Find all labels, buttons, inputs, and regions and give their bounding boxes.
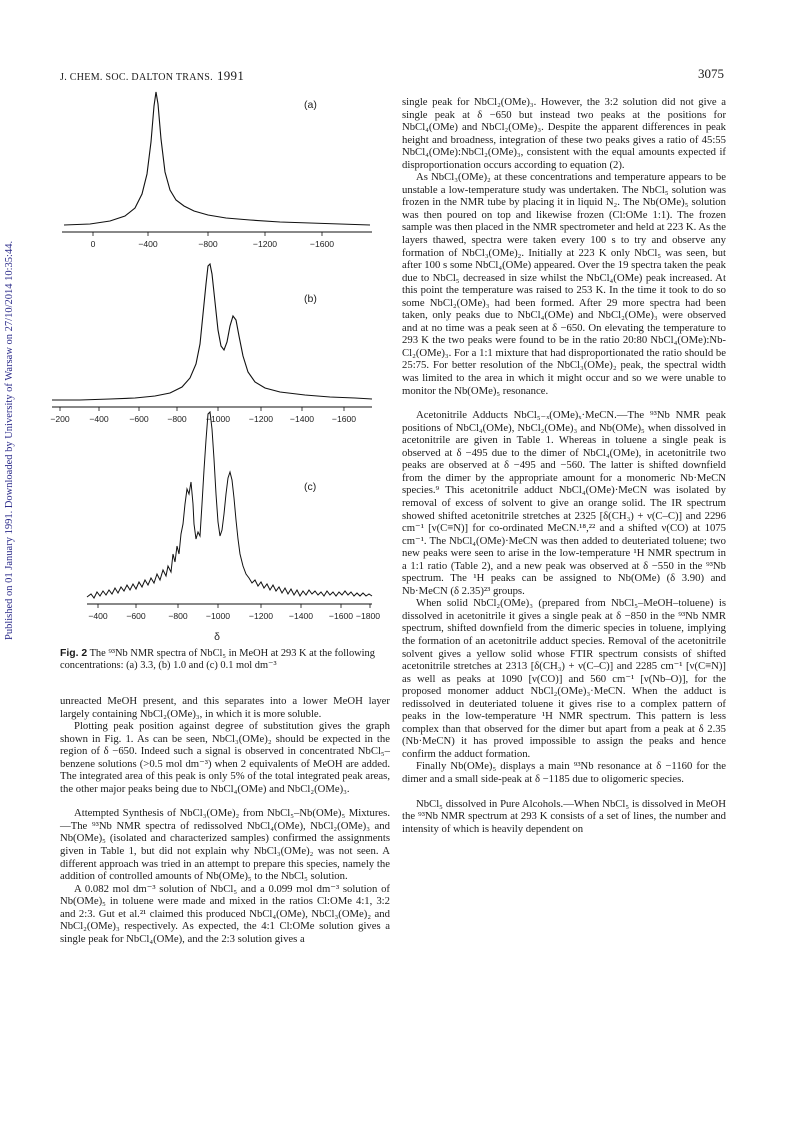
spectrum-trace-b — [52, 264, 372, 400]
tick-label-c-4: −1200 — [248, 611, 274, 621]
axis-ticks-b — [60, 407, 344, 411]
tick-label-a-4: −1600 — [309, 239, 335, 249]
panel-label-c: (c) — [304, 481, 317, 493]
journal-name: J. CHEM. SOC. DALTON TRANS. — [60, 72, 213, 83]
tick-label-c-3: −1000 — [205, 611, 231, 621]
tick-label-b-7: −1600 — [331, 414, 357, 424]
axis-ticks-c — [98, 604, 370, 608]
tick-label-a-3: −1200 — [252, 239, 278, 249]
paragraph: unreacted MeOH present, and this separates into a lower MeOH layer largely containing NbCl₂(OMe)₃, in which it is more soluble. — [60, 695, 390, 720]
journal-header — [60, 68, 244, 84]
panel-label-b: (b) — [304, 293, 317, 305]
tick-label-c-7: −1800 — [355, 611, 381, 621]
spectrum-trace-a — [64, 92, 370, 225]
tick-label-c-0: −400 — [88, 611, 108, 621]
paragraph: A 0.082 mol dm⁻³ solution of NbCl₅ and a 0.099 mol dm⁻³ solution of Nb(OMe)₅ in toluene were made and mixed in the ratios Cl:OMe 4:1, 3:2 and 2:3. Gut et al.²¹ claimed this produced NbCl₄(OMe), NbCl₃(OMe)₂ and NbCl₂(OMe)₃ respectively. As expected, the 4:1 Cl:OMe solution gives a single peak for NbCl₄(OMe), and the 2:3 solution gives a — [60, 882, 390, 945]
tick-label-c-1: −600 — [126, 611, 146, 621]
tick-label-c-6: −1600 — [328, 611, 354, 621]
spectrum-panel-b — [50, 264, 372, 424]
spectrum-panel-a — [62, 92, 372, 249]
tick-label-b-5: −1200 — [248, 414, 274, 424]
paragraph: single peak for NbCl₂(OMe)₃. However, the 3:2 solution did not give a single peak at δ −650 but instead two peaks at the positions for NbCl₄(OMe) and NbCl₂(OMe)₃. Despite the apparent differences in peak height and broadness, integration of these two peaks gives a ratio of 45:55 NbCl₄(OMe):NbCl₂(OMe)₃, consistent with the equal amounts expected if disproportionation occurs according to equation (2). — [402, 96, 726, 171]
publication-sidebar-note[interactable]: Published on 01 January 1991. Downloaded by University of Warsaw on 27/10/2014 10:35:44. — [4, 240, 15, 640]
tick-label-b-6: −1400 — [289, 414, 315, 424]
tick-label-a-2: −800 — [198, 239, 218, 249]
paragraph: When solid NbCl₂(OMe)₃ (prepared from NbCl₅–MeOH–toluene) is dissolved in acetonitrile it gives a single peak at δ −850 in the ⁹³Nb NMR spectrum, shifted downfield from the dimeric species in toluene, implying the formation of an acetonitrile adduct species. Removal of the acetonitrile solvent gives a yellow solid whose FTIR spectrum consists of shifted acetonitrile stretches at 2313 [δ(CH₃) + ν(C–C)] and 2285 cm⁻¹ [ν(C≡N)] as well as peaks at 1090 [ν(CO)] and 560 cm⁻¹ [ν(Nb–O)], for the proposed monomer adduct NbCl₂(OMe)₃·MeCN. When the adduct is redissolved in deuteriated toluene it gives rise to a complex pattern of peaks in the low-temperature ¹H NMR spectrum. This pattern is less complex than that observed for the dimer but apart from a peak at δ 2.35 (Nb·MeCN) it has proved impossible to assign the peaks and hence confirm the adduct formation. — [402, 597, 726, 760]
paragraph: Acetonitrile Adducts NbCl₅₋ₓ(OMe)ₓ·MeCN.—The ⁹³Nb NMR peak positions of NbCl₄(OMe), NbCl₂(OMe)₃ and Nb(OMe)₅ when dissolved in acetonitrile are given in Table 1. Whereas in toluene a single peak is observed at δ −495 due to the dimer of NbCl₄(OMe), in acetonitrile two peaks are observed at δ −495 and −560. The latter is shifted downfield from the dimer by the appropriate amount for a monomeric Nb·MeCN species.⁹ This acetonitrile adduct NbCl₄(OMe)·MeCN was isolated by removal of excess of solvent to give an orange solid. The IR spectrum showed shifted acetonitrile stretches at 2325 [δ(CH₃) + ν(C–C)] and 2296 cm⁻¹ [ν(C≡N)] for co-ordinated MeCN.¹⁸,²² and a shifted ν(CO) at 1075 cm⁻¹. The NbCl₄(OMe)·MeCN was then added to deuteriated toluene; two new peaks were seen to arise in the low-temperature ¹H NMR spectrum in a 1:1 ratio (Table 2), and a new peak was observed at δ −550 in the ⁹³Nb spectrum. The ¹H peaks can be assigned to Nb(OMe) (δ 3.90) and Nb·MeCN (δ 2.35)²³ groups. — [402, 409, 726, 597]
spectrum-panel-c — [87, 412, 380, 643]
figure-caption-text: The ⁹³Nb NMR spectra of NbCl₅ in MeOH at 293 K at the following concentrations: (a) 3.3, (b) 1.0 and (c) 0.1 mol dm⁻³ — [60, 648, 375, 672]
page-number: 3075 — [698, 66, 724, 81]
paragraph: NbCl₅ dissolved in Pure Alcohols.—When NbCl₅ is dissolved in MeOH the ⁹³Nb NMR spectrum at 293 K consists of a set of lines, the number and intensity of which is heavily dependent on — [402, 797, 726, 835]
axis-ticks-a — [93, 232, 322, 236]
tick-label-b-4: −1000 — [205, 414, 231, 424]
figure-caption — [60, 648, 390, 672]
tick-label-c-5: −1400 — [288, 611, 314, 621]
right-text-column — [402, 96, 726, 835]
tick-label-a-0: 0 — [90, 239, 96, 249]
journal-year: 1991 — [216, 68, 245, 83]
left-text-column — [60, 695, 390, 945]
tick-label-c-2: −800 — [168, 611, 188, 621]
paragraph: Attempted Synthesis of NbCl₃(OMe)₂ from NbCl₅–Nb(OMe)₅ Mixtures.—The ⁹³Nb NMR spectra of redissolved NbCl₄(OMe), NbCl₂(OMe)₃ and Nb(OMe)₅ (isolated and characterized samples) confirmed the assignments given in Table 1, but did not explain why NbCl₃(OMe)₂ was not seen. A different approach was tried in an attempt to prepare this species, namely the addition of controlled amounts of Nb(OMe)₅ to the NbCl₅ solution. — [60, 807, 390, 883]
paragraph: Plotting peak position against degree of substitution gives the graph shown in Fig. 1. As can be seen, NbCl₃(OMe)₂ should be expected in the region of δ −650. Indeed such a signal is observed in concentrated NbCl₅–benzene solutions (>0.5 mol dm⁻³) when 2 equivalents of MeOH are added. The integrated area of this peak is only 5% of the total integrated peak areas, the other major peaks being due to NbCl₄(OMe) and NbCl₂(OMe)₃. — [60, 720, 390, 795]
figure-nmr-spectra — [50, 84, 390, 644]
tick-label-a-1: −400 — [138, 239, 158, 249]
figure-caption-label: Fig. 2 — [60, 648, 88, 659]
paragraph: Finally Nb(OMe)₅ displays a main ⁹³Nb resonance at δ −1160 for the dimer and a small side-peak at δ −1185 due to oligomeric species. — [402, 760, 726, 785]
tick-label-b-1: −400 — [89, 414, 109, 424]
paragraph: As NbCl₃(OMe)₂ at these concentrations and temperature appears to be unstable a low-temperature study was undertaken. The NbCl₅ solution was frozen in the NMR tube by placing it in liquid N₂. The Nb(OMe)₅ solution was then poured on top and likewise frozen (Cl:OMe 1:1). The frozen sample was then placed in the NMR spectrometer and held at 223 K. As the layers thawed, spectra were taken every 100 s to try and observe any formation of NbCl₃(OMe)₂. Initially at 223 K only NbCl₅ was seen, but after 100 s some NbCl₄(OMe) appeared. Over the 19 spectra taken the peak due to NbCl₅ decreased in size whilst the NbCl₄(OMe) peak increased. At this point the temperature was raised to 253 K. In the time it took to do so some NbCl₂(OMe)₃ had been formed. After 29 more spectra had been taken, only peaks due to NbCl₄(OMe) and NbCl₂(OMe)₃ were observed and at no time was a peak seen at δ −650. On elevating the temperature to 293 K the two peaks were found to be in the ratio 20:80 NbCl₄(OMe):Nb-Cl₂(OMe)₃. For a 1:1 mixture that had disproportionated the ratio should be 25:75. For better resolution of the NbCl₃(OMe)₂ peak, the spectral width was limited to the area in which it might occur and so we were unable to monitor the Nb(OMe)₅ resonance. — [402, 171, 726, 397]
axis-delta-symbol: δ — [214, 631, 220, 643]
tick-label-b-2: −600 — [129, 414, 149, 424]
panel-label-a: (a) — [304, 99, 317, 111]
tick-label-b-0: −200 — [50, 414, 70, 424]
tick-label-b-3: −800 — [167, 414, 187, 424]
spectrum-trace-c — [87, 412, 372, 598]
